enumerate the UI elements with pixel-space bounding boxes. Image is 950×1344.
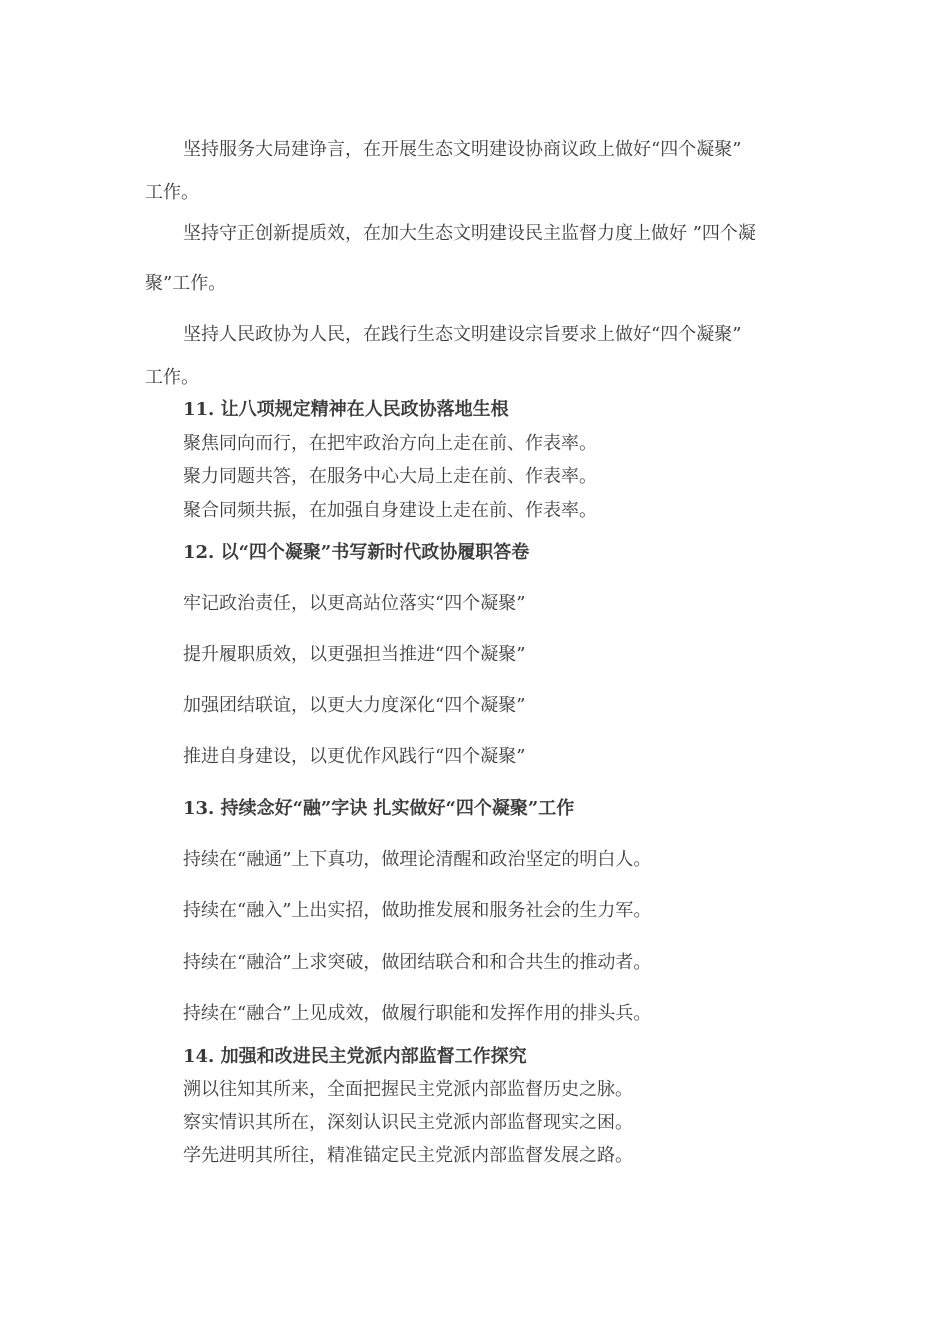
section-13-item: 持续在“融通”上下真功，做理论清醒和政治坚定的明白人。 [183, 849, 652, 870]
section-13-item: 持续在“融合”上见成效，做履行职能和发挥作用的排头兵。 [183, 1003, 652, 1024]
intro-paragraph-2-line-2: 聚”工作。 [145, 273, 227, 294]
section-12-item: 提升履职质效，以更强担当推进“四个凝聚” [183, 644, 526, 665]
section-13-item: 持续在“融洽”上求突破，做团结联合和和合共生的推动者。 [183, 952, 652, 973]
section-11-item: 聚焦同向而行，在把牢政治方向上走在前、作表率。 [183, 433, 597, 454]
section-12-item: 加强团结联谊，以更大力度深化“四个凝聚” [183, 695, 526, 716]
intro-paragraph-1-line-2: 工作。 [145, 182, 199, 203]
intro-paragraph-3-line-1: 坚持人民政协为人民，在践行生态文明建设宗旨要求上做好“四个凝聚” [183, 324, 742, 345]
section-14-item: 溯以往知其所来，全面把握民主党派内部监督历史之脉。 [183, 1079, 633, 1100]
section-11-item: 聚力同题共答，在服务中心大局上走在前、作表率。 [183, 466, 597, 487]
section-11-heading: 11. 让八项规定精神在人民政协落地生根 [183, 399, 509, 420]
intro-paragraph-2-line-1: 坚持守正创新提质效，在加大生态文明建设民主监督力度上做好 ”四个凝 [183, 223, 756, 244]
section-14-heading: 14. 加强和改进民主党派内部监督工作探究 [183, 1046, 527, 1067]
section-14-item: 学先进明其所往，精准锚定民主党派内部监督发展之路。 [183, 1145, 633, 1166]
intro-paragraph-3-line-2: 工作。 [145, 367, 199, 388]
section-11-item: 聚合同频共振，在加强自身建设上走在前、作表率。 [183, 500, 597, 521]
section-13-heading: 13. 持续念好“融”字诀 扎实做好“四个凝聚”工作 [183, 798, 575, 819]
section-14-item: 察实情识其所在，深刻认识民主党派内部监督现实之困。 [183, 1112, 633, 1133]
section-12-item: 推进自身建设，以更优作风践行“四个凝聚” [183, 746, 526, 767]
section-12-heading: 12. 以“四个凝聚”书写新时代政协履职答卷 [183, 542, 530, 563]
intro-paragraph-1-line-1: 坚持服务大局建诤言，在开展生态文明建设协商议政上做好“四个凝聚” [183, 139, 742, 160]
section-13-item: 持续在“融入”上出实招，做助推发展和服务社会的生力军。 [183, 900, 652, 921]
section-12-item: 牢记政治责任，以更高站位落实“四个凝聚” [183, 593, 526, 614]
